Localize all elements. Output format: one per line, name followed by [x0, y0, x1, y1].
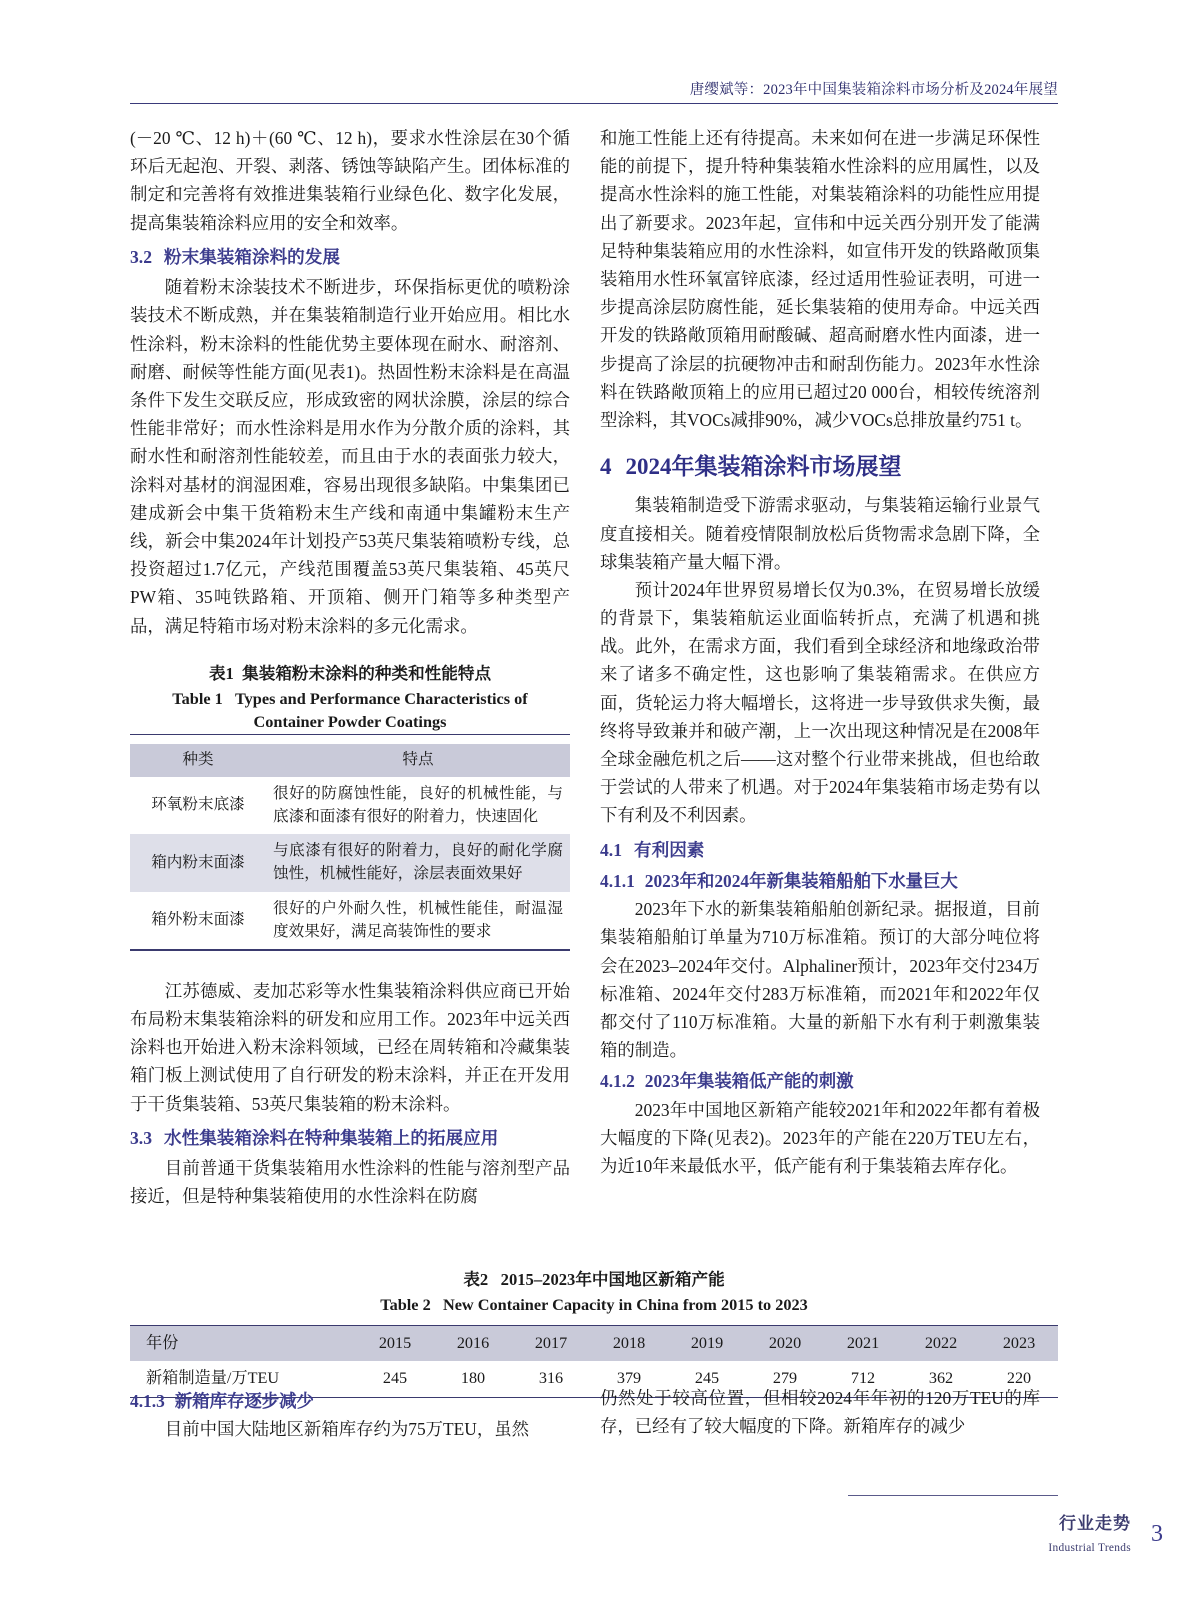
table2-value-2022: 362 [928, 1369, 954, 1388]
table2-row-label: 新箱制造量/万TEU [146, 1369, 280, 1388]
heading-4-1-1-title: 2023年和2024年新集装箱船舶下水量巨大 [644, 871, 958, 892]
table1-cell-2-0: 箱外粉末面漆 [151, 911, 245, 929]
table1-caption-cn-title: 集装箱粉末涂料的种类和性能特点 [242, 663, 492, 683]
footer-section-label-en: Industrial Trends [1048, 1542, 1131, 1554]
table2-value-2019: 245 [694, 1369, 720, 1388]
heading-4-1-1-number: 4.1.1 [600, 871, 635, 892]
heading-4-1-3-title: 新箱库存逐步减少 [174, 1391, 314, 1411]
table2-value-2016: 180 [460, 1369, 486, 1388]
heading-4-1-3-number: 4.1.3 [130, 1391, 165, 1411]
table1-caption-en-title: Types and Performance Characteristics of [235, 688, 528, 708]
table1-cell-1-1: 与底漆有很好的附着力，良好的耐化学腐蚀性，机械性能好，涂层表面效果好 [266, 834, 570, 892]
table1-cell-2-1: 很好的户外耐久性，机械性能佳，耐温湿度效果好，满足高装饰性的要求 [273, 899, 563, 940]
page-number: 3 [1151, 1521, 1163, 1547]
table2-block [130, 1268, 1058, 1398]
paragraph-3-2: 随着粉末涂装技术不断进步，环保指标更优的喷粉涂装技术不断成熟，并在集装箱制造行业开始应用。相比水性涂料，粉末涂料的性能优势主要体现在耐水、耐溶剂、耐磨、耐候等性能方面(见表1)。热固性粉末涂料是在高温条件下发生交联反应，形成致密的网状涂膜，涂层的综合性能非常好；而水性涂料是用水作为分散介质的涂料，其耐水性和耐溶剂性能较差，而且由于水的表面张力较大，涂料对基材的润湿困难，容易出现很多缺陷。中集集团已建成新会中集干货箱粉末生产线和南通中集罐粉末生产线，新会中集2024年计划投产53英尺集装箱喷粉专线，总投资超过1.7亿元，产线范围覆盖53英尺集装箱、45英尺PW箱、35吨铁路箱、开顶箱、侧开门箱等多种类型产品，满足特箱市场对粉末涂料的多元化需求。 [130, 277, 570, 636]
paragraph-4-1-1: 2023年下水的新集装箱船舶创新纪录。据报道，目前集装箱船舶订单量为710万标准箱。预订的大部分吨位将会在2023–2024年交付。Alphaliner预计，2023年交付234万标准箱、2024年交付283万标准箱，而2021年和2022年仅都交付了110万标准箱。大量的新船下水有利于刺激集装箱的制造。 [600, 899, 1040, 1061]
footer-section-label-cn: 行业走势 [1059, 1514, 1131, 1533]
table1-cell-1-0: 箱内粉末面漆 [130, 834, 266, 892]
paragraph-4-2: 预计2024年世界贸易增长仅为0.3%，在贸易增长放缓的背景下，集装箱航运业面临转折点，充满了机遇和挑战。此外，在需求方面，我们看到全球经济和地缘政治带来了诸多不确定性，这也影响了集装箱需求。在供应方面，货轮运力将大幅增长，这将进一步导致供求失衡，最终将导致兼并和破产潮，上一次出现这种情况是在2008年全球金融危机之后——这对整个行业带来挑战，但也给敢于尝试的人带来了机遇。对于2024年集装箱市场走势有以下有利及不利因素。 [600, 579, 1040, 826]
table2-value-2023: 220 [1006, 1369, 1032, 1388]
table1-caption-en [130, 687, 570, 711]
bottom-left-column [130, 1384, 570, 1443]
table2-header-2019: 2019 [668, 1326, 746, 1362]
paragraph-3-3: 目前普通干货集装箱用水性涂料的性能与溶剂型产品接近，但是特种集装箱使用的水性涂料在防腐 [130, 1158, 570, 1207]
table2-header-2016: 2016 [434, 1326, 512, 1362]
heading-3-3-number: 3.3 [130, 1127, 152, 1148]
table2-header-2018: 2018 [590, 1326, 668, 1362]
table2-value-2018: 379 [616, 1369, 642, 1388]
heading-4-1-2 [600, 1067, 1040, 1095]
table1 [130, 744, 570, 949]
heading-4-1-2-number: 4.1.2 [600, 1071, 635, 1092]
table2-value-2021: 712 [850, 1369, 876, 1388]
table2-caption-en-title: New Container Capacity in China from 2015 to 2023 [442, 1294, 808, 1314]
table2-caption-cn-label: 表2 [463, 1270, 489, 1289]
heading-4-1-number: 4.1 [600, 839, 622, 860]
heading-3-2-title: 粉末集装箱涂料的发展 [164, 246, 340, 267]
table-row [130, 834, 570, 892]
paragraph-continuation-left: (－20 ℃、12 h)＋(60 ℃、12 h)，要求水性涂层在30个循环后无起泡、开裂、剥落、锈蚀等缺陷产生。团体标准的制定和完善将有效推进集装箱行业绿色化、数字化发展，提高集装箱涂料应用的安全和效率。 [130, 128, 570, 233]
heading-4-1-2-title: 2023年集装箱低产能的刺激 [644, 1071, 854, 1092]
table2-value-2017: 316 [538, 1369, 564, 1388]
table-row [130, 777, 570, 835]
table2-header-label: 年份 [130, 1326, 356, 1362]
table1-header-cell-1: 特点 [266, 744, 570, 777]
table1-cell-0-0: 环氧粉末底漆 [151, 796, 245, 814]
heading-3-3 [130, 1124, 570, 1153]
table-row [130, 892, 570, 950]
heading-4-1 [600, 836, 1040, 865]
table1-header-row [130, 744, 570, 777]
heading-4-1-title: 有利因素 [634, 839, 705, 860]
table1-caption-cn-label: 表1 [208, 663, 234, 683]
table1-wrapper [130, 734, 570, 951]
paragraph-continuation-right: 和施工性能上还有待提高。未来如何在进一步满足环保性能的前提下，提升特种集装箱水性涂料的应用属性，以及提高水性涂料的施工性能，对集装箱涂料的功能性应用提出了新要求。2023年起，宣伟和中远关西分别开发了能满足特种集装箱应用的水性涂料，如宣伟开发的铁路敞顶集装箱用水性环氧富锌底漆，经过适用性验证表明，可进一步提高涂层防腐性能，延长集装箱的使用寿命。中远关西开发的铁路敞顶箱用耐酸碱、超高耐磨水性内面漆，进一步提高了涂层的抗硬物冲击和耐刮伤能力。2023年水性涂料在铁路敞顶箱上的应用已超过20 000台，相较传统溶剂型涂料，其VOCs减排90%，减少VOCs总排放量约751 t。 [600, 128, 1040, 430]
heading-4 [600, 448, 1040, 485]
heading-4-1-1 [600, 867, 1040, 895]
table2-header-row [130, 1326, 1058, 1362]
right-column [600, 124, 1040, 1180]
table2-header-2023: 2023 [980, 1326, 1058, 1362]
paragraph-4-1: 集装箱制造受下游需求驱动，与集装箱运输行业景气度直接相关。随着疫情限制放松后货物需求急剧下降，全球集装箱产量大幅下滑。 [600, 495, 1040, 572]
table1-header-cell-0: 种类 [130, 744, 266, 777]
table2-caption-en-label: Table 2 [380, 1294, 431, 1314]
table2-header-2017: 2017 [512, 1326, 590, 1362]
heading-4-number: 4 [600, 454, 612, 480]
paragraph-4-1-2: 2023年中国地区新箱产能较2021年和2022年都有着极大幅度的下降(见表2)。2023年的产能在220万TEU左右，为近10年来最低水平，低产能有利于集装箱去库存化。 [600, 1099, 1040, 1176]
header-rule [130, 103, 1058, 104]
table2-caption-cn [130, 1268, 1058, 1293]
heading-4-title: 2024年集装箱涂料市场展望 [625, 454, 902, 480]
left-column [130, 124, 570, 1211]
table1-caption-en-line2: Container Powder Coatings [253, 712, 447, 732]
heading-3-2-number: 3.2 [130, 246, 152, 267]
table2-value-2015: 245 [382, 1369, 408, 1388]
table1-caption-cn [130, 662, 570, 687]
footer-rule [848, 1495, 1058, 1496]
table2-header-2022: 2022 [902, 1326, 980, 1362]
paragraph-after-table1: 江苏德威、麦加芯彩等水性集装箱涂料供应商已开始布局粉末集装箱涂料的研发和应用工作。2023年中远关西涂料也开始进入粉末涂料领域，已经在周转箱和冷藏集装箱门板上测试使用了自行研发的粉末涂料，并正在开发用于干货集装箱、53英尺集装箱的粉末涂料。 [130, 980, 570, 1114]
heading-4-1-3 [130, 1387, 570, 1415]
paragraph-4-1-3-right: 仍然处于较高位置，但相较2024年年初的120万TEU的库存，已经有了较大幅度的下降。新箱库存的减少 [600, 1388, 1040, 1437]
table2-header-2021: 2021 [824, 1326, 902, 1362]
table2-header-2020: 2020 [746, 1326, 824, 1362]
table2-caption-en [130, 1293, 1058, 1317]
heading-3-3-title: 水性集装箱涂料在特种集装箱上的拓展应用 [164, 1127, 499, 1148]
table1-bottom-rule [130, 949, 570, 950]
running-header: 唐缨斌等：2023年中国集装箱涂料市场分析及2024年展望 [689, 82, 1058, 98]
bottom-right-column [600, 1384, 1040, 1440]
table2-header-2015: 2015 [356, 1326, 434, 1362]
paragraph-4-1-3-left: 目前中国大陆地区新箱库存约为75万TEU，虽然 [164, 1419, 530, 1440]
table2-value-2020: 279 [772, 1369, 798, 1388]
table1-caption-en-label: Table 1 [172, 688, 223, 708]
table1-top-rule [130, 734, 570, 735]
table2-caption-cn-title: 2015–2023年中国地区新箱产能 [500, 1270, 725, 1289]
table1-cell-0-1: 很好的防腐蚀性能，良好的机械性能，与底漆和面漆有很好的附着力，快速固化 [273, 784, 563, 825]
heading-3-2 [130, 243, 570, 272]
